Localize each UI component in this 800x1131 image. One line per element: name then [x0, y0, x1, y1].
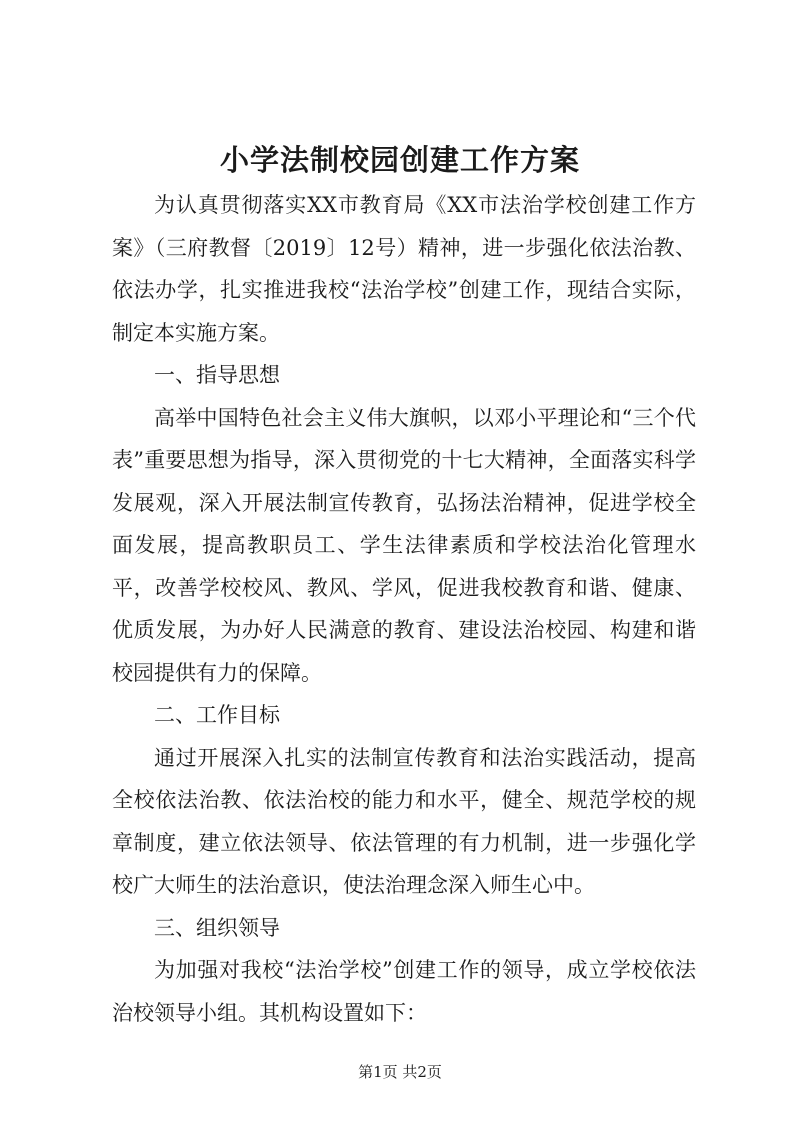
organization-paragraph: 为加强对我校“法治学校”创建工作的领导，成立学校依法治校领导小组。其机构设置如下：	[112, 958, 696, 1025]
section-heading-organization: 三、组织领导	[154, 915, 280, 940]
guiding-ideology-paragraph: 高举中国特色社会主义伟大旗帜，以邓小平理论和“三个代表”重要思想为指导，深入贯彻党的十七大精神，全面落实科学发展观，深入开展法制宣传教育，弘扬法治精神，促进学校全面发展，提高教职员工、学生法律素质和学校法治化管理水平，改善学校校风、教风、学风，促进我校教育和谐、健康、优质发展，为办好人民满意的教育、建设法治校园、构建和谐校园提供有力的保障。	[112, 405, 696, 685]
document-body	[112, 184, 696, 1034]
document-title: 小学法制校园创建工作方案	[219, 143, 580, 177]
intro-paragraph: 为认真贯彻落实XX市教育局《XX市法治学校创建工作方案》（三府教督〔2019〕12号）精神，进一步强化依法治教、依法办学，扎实推进我校“法治学校”创建工作，现结合实际，制定本实施方案。	[112, 193, 696, 345]
section-heading-work-goals: 二、工作目标	[154, 703, 280, 727]
page-footer: 第1页 共2页	[358, 1063, 442, 1081]
work-goals-paragraph: 通过开展深入扎实的法制宣传教育和法治实践活动，提高全校依法治教、依法治校的能力和水平，健全、规范学校的规章制度，建立依法领导、依法管理的有力机制，进一步强化学校广大师生的法治意识，使法治理念深入师生心中。	[112, 745, 696, 897]
section-heading-guiding-ideology: 一、指导思想	[154, 363, 280, 387]
